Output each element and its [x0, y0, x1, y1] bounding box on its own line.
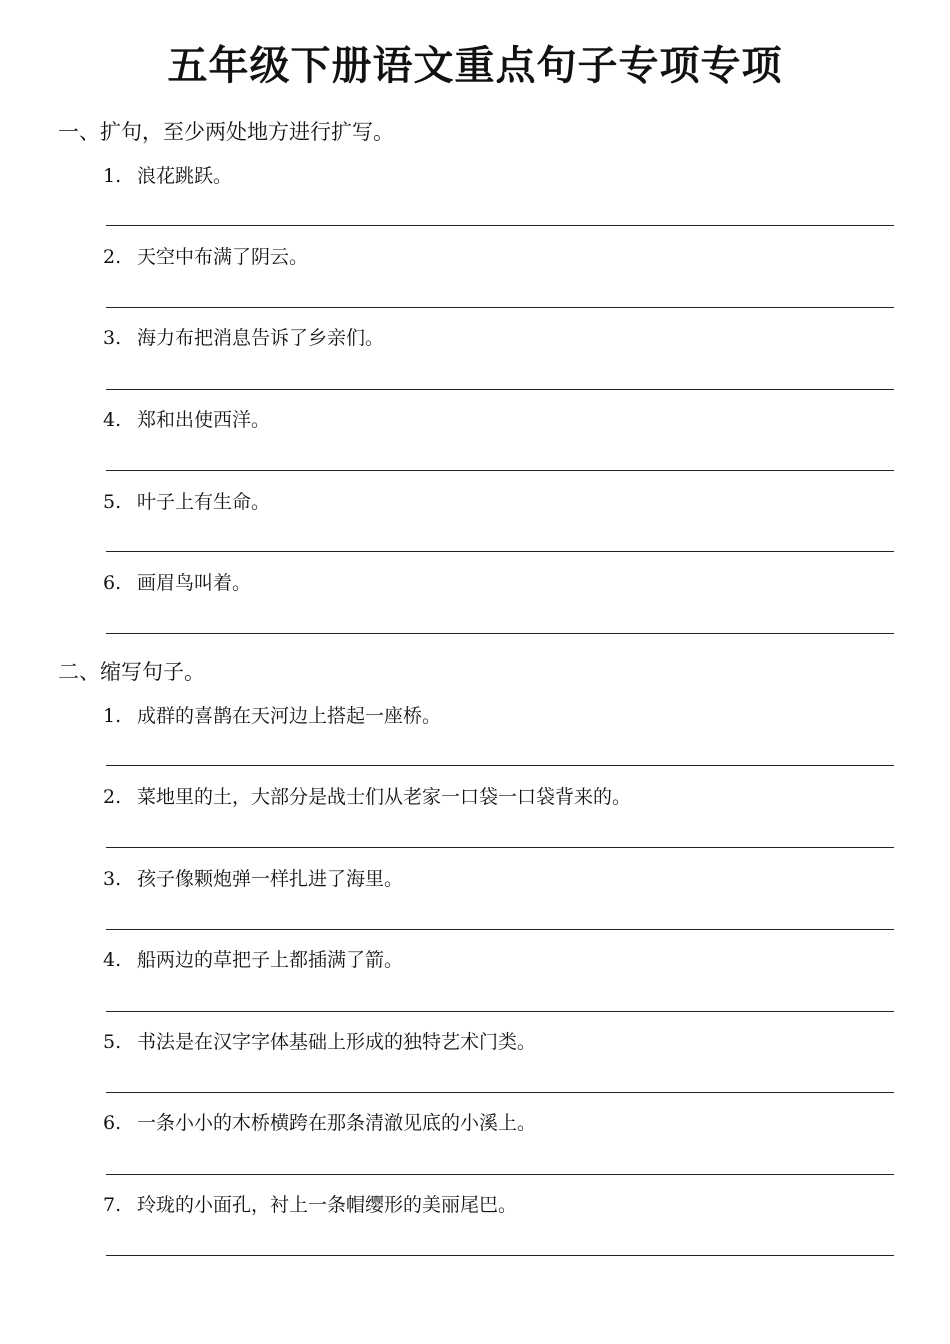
answer-line[interactable]: [106, 307, 894, 308]
question-number: 1.: [103, 165, 122, 187]
question-item: [103, 865, 893, 893]
question-sentence: 成群的喜鹊在天河边上搭起一座桥。: [137, 705, 442, 727]
question-item: [103, 243, 893, 271]
question-sentence: 一条小小的木桥横跨在那条清澈见底的小溪上。: [137, 1112, 537, 1134]
question-number: 3.: [103, 868, 122, 890]
question-number: 2.: [103, 246, 122, 268]
answer-line[interactable]: [106, 847, 894, 848]
question-text: [103, 865, 893, 893]
question-number: 4.: [103, 949, 122, 971]
section-heading-expand: 一、扩句，至少两处地方进行扩写。: [58, 120, 394, 144]
question-number: 3.: [103, 327, 122, 349]
question-sentence: 浪花跳跃。: [137, 165, 233, 187]
question-sentence: 画眉鸟叫着。: [137, 572, 252, 594]
question-number: 7.: [103, 1194, 122, 1216]
question-text: [103, 162, 893, 190]
question-sentence: 叶子上有生命。: [137, 491, 271, 513]
question-number: 5.: [103, 491, 122, 513]
question-sentence: 郑和出使西洋。: [137, 409, 271, 431]
question-number: 2.: [103, 786, 122, 808]
question-number: 1.: [103, 705, 122, 727]
question-item: [103, 1028, 893, 1056]
question-item: [103, 488, 893, 516]
question-item: [103, 324, 893, 352]
question-text: [103, 783, 893, 811]
answer-line[interactable]: [106, 1255, 894, 1256]
question-sentence: 海力布把消息告诉了乡亲们。: [137, 327, 385, 349]
answer-line[interactable]: [106, 1011, 894, 1012]
question-item: [103, 162, 893, 190]
question-item: [103, 946, 893, 974]
question-sentence: 天空中布满了阴云。: [137, 246, 309, 268]
answer-line[interactable]: [106, 551, 894, 552]
question-text: [103, 1191, 893, 1219]
answer-line[interactable]: [106, 225, 894, 226]
question-text: [103, 702, 893, 730]
question-item: [103, 406, 893, 434]
question-sentence: 菜地里的土，大部分是战士们从老家一口袋一口袋背来的。: [137, 786, 632, 808]
question-text: [103, 243, 893, 271]
answer-line[interactable]: [106, 929, 894, 930]
answer-line[interactable]: [106, 389, 894, 390]
question-sentence: 船两边的草把子上都插满了箭。: [137, 949, 404, 971]
answer-line[interactable]: [106, 470, 894, 471]
question-text: [103, 406, 893, 434]
question-sentence: 书法是在汉字字体基础上形成的独特艺术门类。: [137, 1031, 537, 1053]
question-number: 5.: [103, 1031, 122, 1053]
question-item: [103, 702, 893, 730]
question-text: [103, 569, 893, 597]
question-number: 6.: [103, 1112, 122, 1134]
question-item: [103, 1109, 893, 1137]
answer-line[interactable]: [106, 765, 894, 766]
question-text: [103, 1109, 893, 1137]
question-sentence: 玲珑的小面孔，衬上一条帽缨形的美丽尾巴。: [137, 1194, 518, 1216]
section-heading-shorten: 二、缩写句子。: [58, 660, 205, 684]
answer-line[interactable]: [106, 633, 894, 634]
question-item: [103, 569, 893, 597]
question-text: [103, 1028, 893, 1056]
page-title: 五年级下册语文重点句子专项专项: [167, 43, 783, 89]
question-text: [103, 488, 893, 516]
question-item: [103, 1191, 893, 1219]
answer-line[interactable]: [106, 1092, 894, 1093]
answer-line[interactable]: [106, 1174, 894, 1175]
question-number: 6.: [103, 572, 122, 594]
question-sentence: 孩子像颗炮弹一样扎进了海里。: [137, 868, 404, 890]
question-number: 4.: [103, 409, 122, 431]
question-text: [103, 946, 893, 974]
question-text: [103, 324, 893, 352]
question-item: [103, 783, 893, 811]
